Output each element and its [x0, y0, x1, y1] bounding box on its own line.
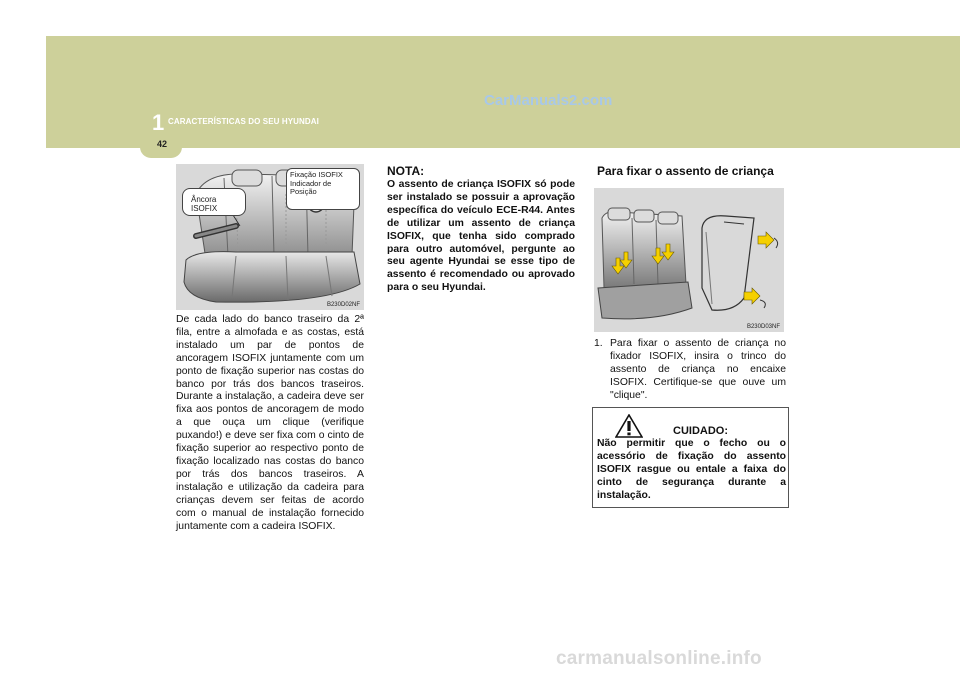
caution-text: Não permitir que o fecho ou o acessório de fixação do assento ISOFIX rasgue ou entale a faixa do cinto de segurança durante a instalação. — [597, 438, 786, 501]
chapter-title: CARACTERÍSTICAS DO SEU HYUNDAI — [168, 117, 320, 126]
child-seat-fixing-illustration — [594, 188, 784, 332]
step-1 — [594, 338, 786, 403]
callout-isofix-position-indicator: Fixação ISOFIX Indicador de Posição — [286, 168, 360, 210]
watermark-top-link[interactable]: CarManuals2.com — [484, 92, 613, 109]
caution-title: CUIDADO: — [673, 425, 728, 437]
isofix-description-text: De cada lado do banco traseiro da 2ª fila, entre a almofada e as costas, está instalado um par de pontos de ancoragem ISOFIX juntamente com um ponto de fixação superior nas costas do banco por trás dos bancos traseiros. Durante a instalação, a cadeira deve ser fixa aos pontos de ancoragem de modo a que ouça um clique (verifique puxando!) e deve ser fixa com o cinto de fixação superior ao respectivo ponto de fixação localizado nas costas do banco por trás dos bancos traseiros. A instalação e utilização da cadeira para crianças devem ser feitas de acordo com o manual de instalação fornecido juntamente com a cadeira ISOFIX. — [176, 314, 364, 532]
note-title: NOTA: — [387, 164, 425, 178]
page-number: 42 — [156, 139, 167, 149]
figure2-code: B230D03NF — [746, 324, 780, 330]
step-1-number: 1. — [594, 338, 603, 349]
watermark-bottom-link[interactable]: carmanualsonline.info — [556, 648, 762, 669]
caution-box — [592, 407, 789, 508]
note-text: O assento de criança ISOFIX só pode ser instalado se possuir a aprovação específica do veículo ECE-R44. Antes de utilizar um assento de criança ISOFIX, que tenha sido comprado para outro automóvel, pergunte ao seu agente Hyundai se esse tipo de assento é recomendado ou aprovado para o seu Hyundai. — [387, 179, 575, 294]
figure1-code: B230D02NF — [326, 302, 360, 308]
figure-rear-seat-isofix — [176, 164, 364, 310]
step-1-text: Para fixar o assento de criança no fixador ISOFIX, insira o trinco do assento de criança no encaixe ISOFIX. Certifique-se que ouve um "clique". — [610, 338, 786, 401]
section-heading-fix-child-seat: Para fixar o assento de criança — [597, 164, 774, 178]
callout-isofix-anchor: Âncora ISOFIX — [182, 188, 246, 216]
chapter-number: 1 — [152, 110, 165, 135]
figure-fix-child-seat — [594, 188, 784, 332]
warning-triangle-icon — [615, 414, 643, 438]
